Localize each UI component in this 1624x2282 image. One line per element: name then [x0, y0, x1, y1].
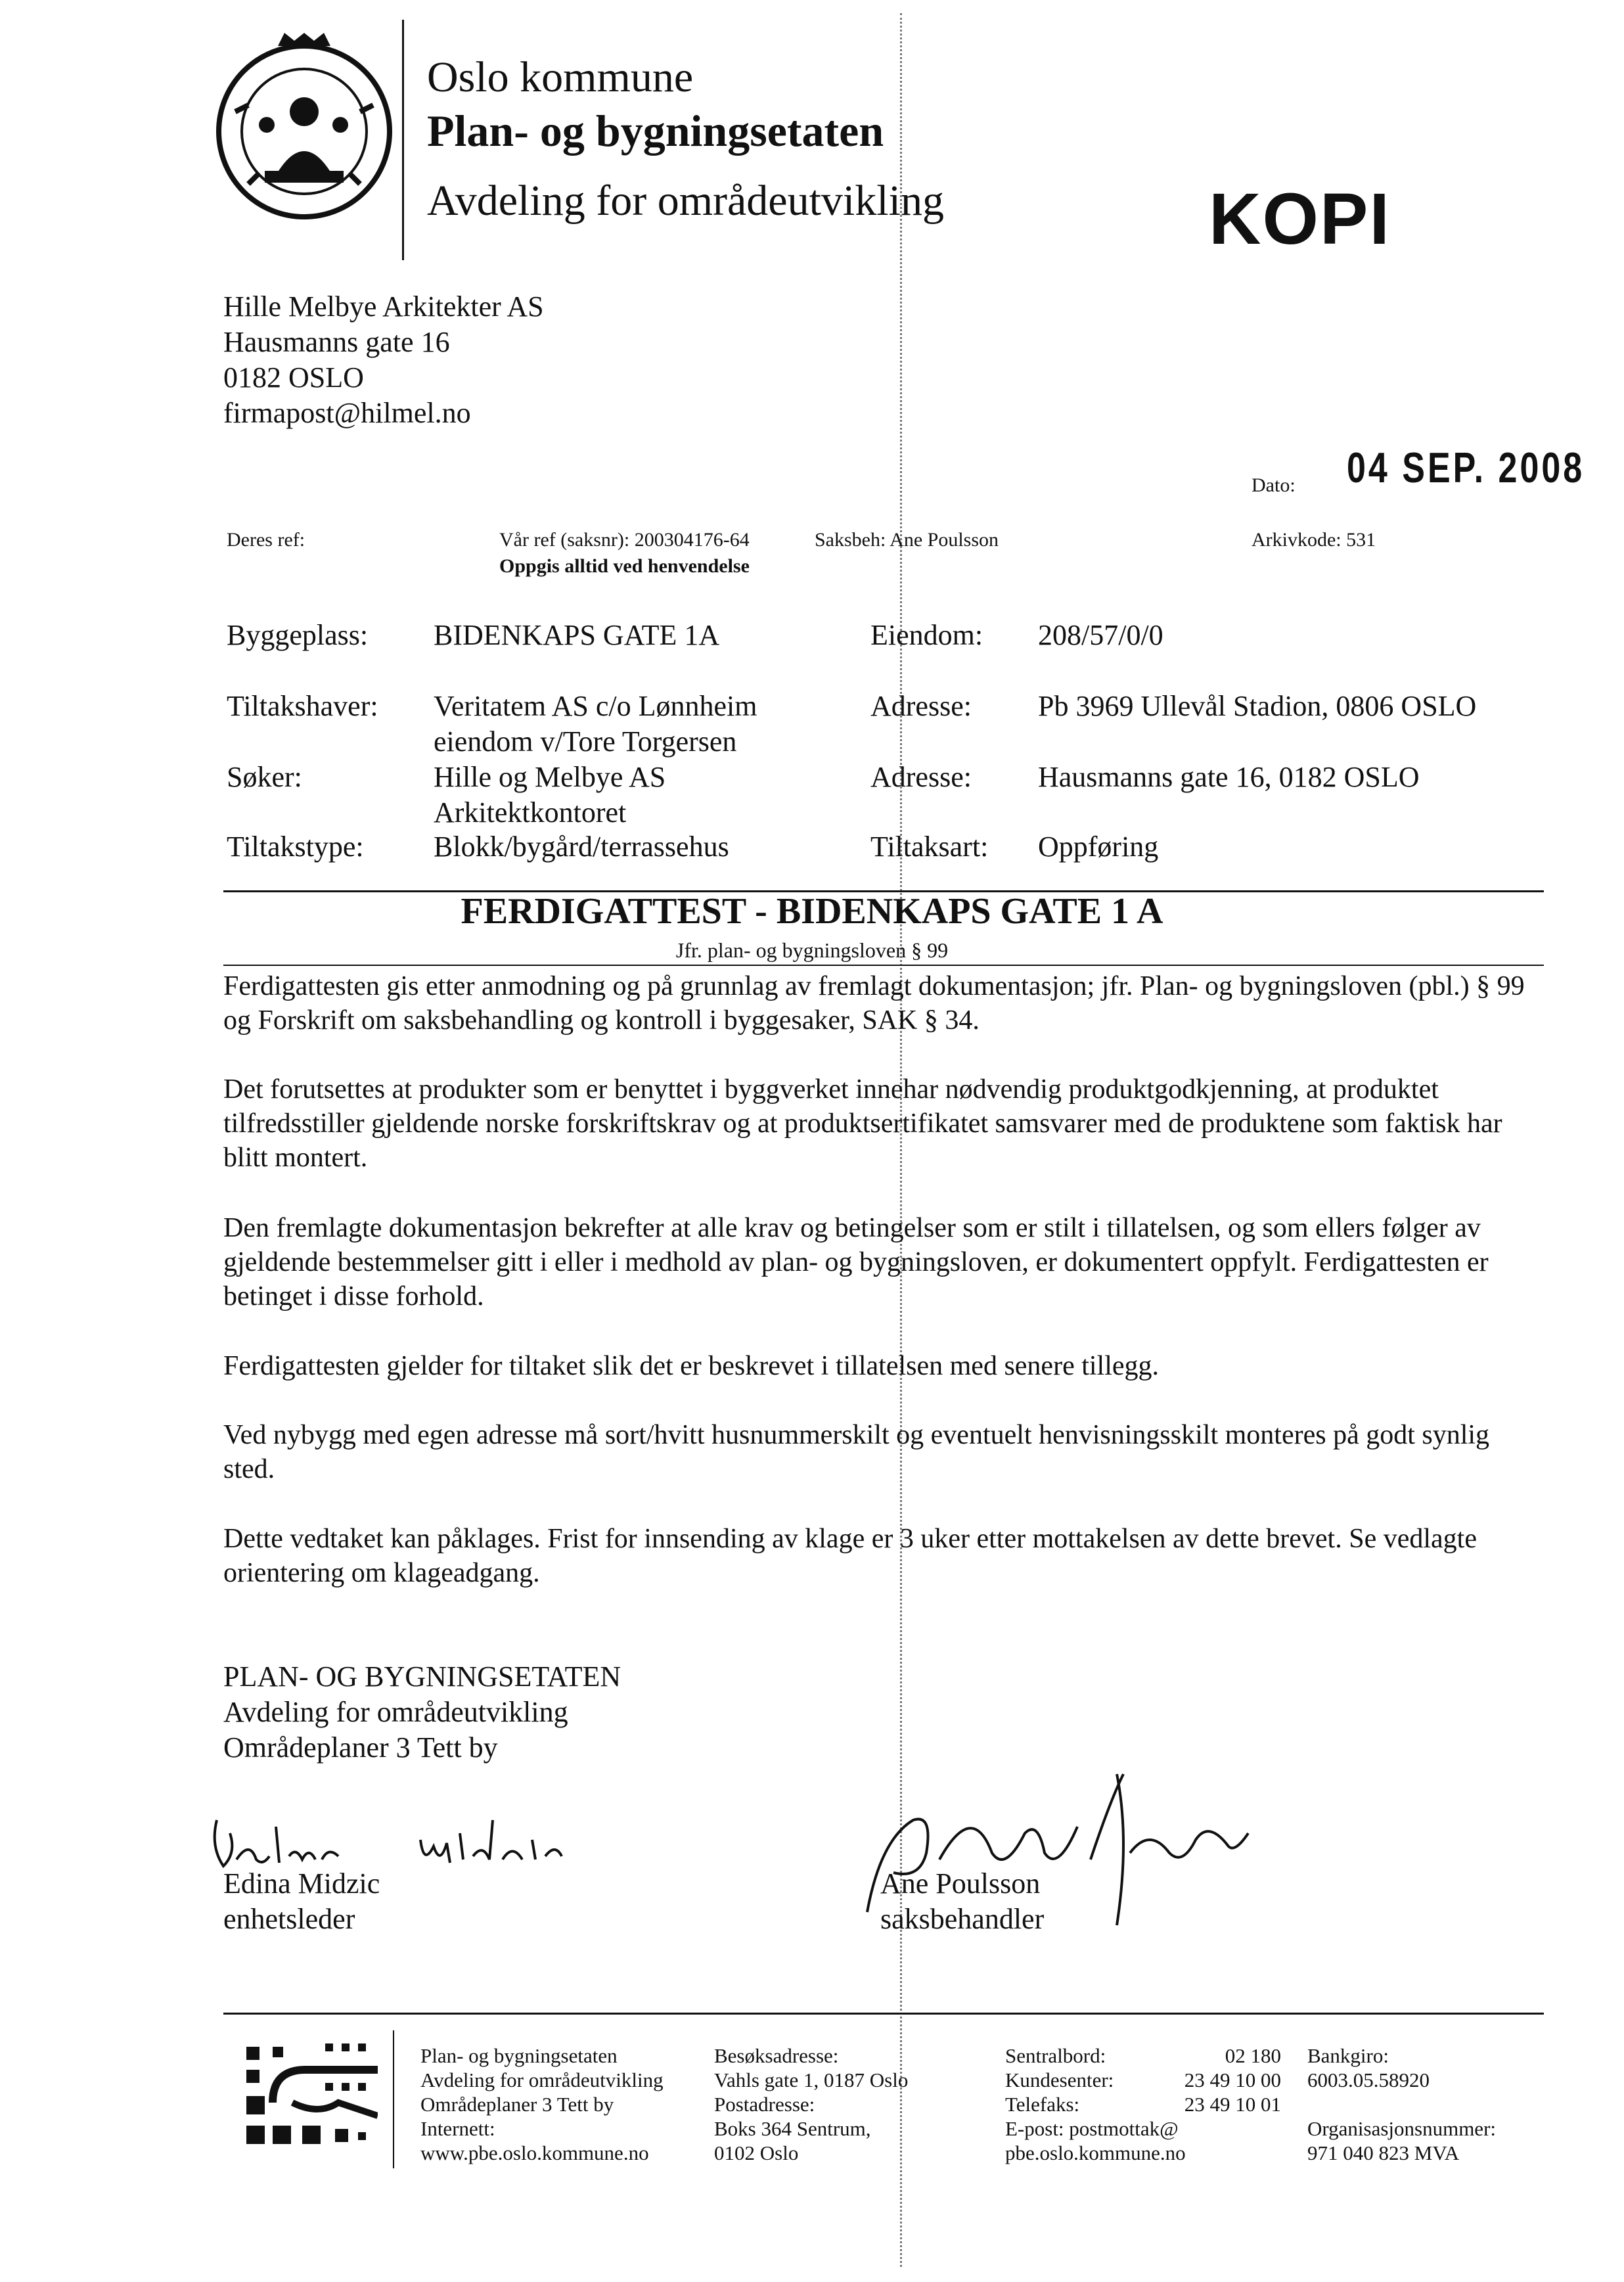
signer2-role: saksbehandler [880, 1903, 1045, 1935]
soker-value-1: Hille og Melbye AS [434, 761, 666, 793]
footer-divider [393, 2030, 394, 2168]
eiendom-value: 208/57/0/0 [1038, 619, 1163, 651]
adresse-value-2: Hausmanns gate 16, 0182 OSLO [1038, 761, 1420, 793]
footer-addr-2: Vahls gate 1, 0187 Oslo [714, 2068, 909, 2091]
footer-rule [223, 2013, 1544, 2015]
footer-org-3: Områdeplaner 3 Tett by [420, 2093, 614, 2116]
document-subtitle: Jfr. plan- og bygningsloven § 99 [675, 938, 949, 962]
footer-contact-label-1: Sentralbord: [1005, 2044, 1106, 2067]
signoff-unit: Områdeplaner 3 Tett by [223, 1731, 498, 1764]
paragraph-3: Den fremlagte dokumentasjon bekrefter at alle krav og betingelser som er stilt i tillatelsen, og som ellers følger av gjeldende bestemmelser gitt i eller i medhold av plan- og bygningsloven, er dokumentert oppfylt. Ferdigattesten er betinget i disse forhold. [223, 1213, 1489, 1312]
footer-contact-label-2: Kundesenter: [1005, 2068, 1114, 2091]
tiltaksart-value: Oppføring [1038, 831, 1159, 863]
footer-addr-4: Boks 364 Sentrum, [714, 2117, 871, 2140]
footer-contact-label-3: Telefaks: [1005, 2093, 1080, 2116]
agency-name: Plan- og bygningsetaten [427, 106, 884, 156]
org-name: Oslo kommune [427, 53, 694, 101]
paragraph-1: Ferdigattesten gis etter anmodning og på grunnlag av fremlagt dokumentasjon; jfr. Plan- og bygningsloven (pbl.) § 99 og Forskrift om saksbehandling og kontroll i byggesaker, SAK § 34. [223, 971, 1525, 1036]
oslo-seal-icon [209, 33, 399, 223]
signer1-role: enhetsleder [223, 1903, 355, 1935]
tiltaksart-label: Tiltaksart: [870, 831, 989, 863]
footer-org-2: Avdeling for områdeutvikling [420, 2068, 664, 2091]
footer-addr-1: Besøksadresse: [714, 2044, 839, 2067]
paragraph-2: Det forutsettes at produkter som er benyttet i byggverket innehar nødvendig produktgodkjenning, at produktet tilfredsstiller gjeldende norske forskriftskrav og at produktsertifikatet samsvarer med de produktene som faktisk har blitt montert. [223, 1074, 1502, 1173]
footer-email-1[interactable]: E-post: postmottak@ [1005, 2117, 1179, 2140]
recipient-city: 0182 OSLO [223, 361, 364, 394]
footer-col-bank [1307, 2043, 1496, 2165]
footer-bank-5: 971 040 823 MVA [1307, 2141, 1460, 2164]
footer-email-2[interactable]: pbe.oslo.kommune.no [1005, 2141, 1186, 2164]
date-stamp: 04 SEP. 2008 [1347, 444, 1585, 492]
signoff-org: PLAN- OG BYGNINGSETATEN [223, 1660, 621, 1693]
tiltakshaver-label: Tiltakshaver: [227, 690, 378, 722]
recipient-street: Hausmanns gate 16 [223, 326, 450, 358]
var-ref-note: Oppgis alltid ved henvendelse [499, 555, 750, 577]
adresse-label-1: Adresse: [870, 690, 972, 722]
footer-bank-2: 6003.05.58920 [1307, 2068, 1430, 2091]
signoff-department: Avdeling for områdeutvikling [223, 1696, 568, 1728]
byggeplass-value: BIDENKAPS GATE 1A [434, 619, 720, 651]
eiendom-label: Eiendom: [870, 619, 983, 651]
tiltakstype-label: Tiltakstype: [227, 831, 364, 863]
arkivkode: Arkivkode: 531 [1252, 529, 1376, 551]
footer-bank-3 [1307, 2092, 1496, 2116]
pbe-logo-icon [246, 2043, 378, 2162]
footer-col-address [714, 2043, 908, 2165]
document-title: FERDIGATTEST - BIDENKAPS GATE 1 A [461, 891, 1163, 932]
footer-col-org [420, 2043, 664, 2165]
byggeplass-label: Byggeplass: [227, 619, 369, 651]
footer-contact-value-3: 23 49 10 01 [1184, 2093, 1281, 2116]
soker-value-2: Arkitektkontoret [434, 796, 627, 829]
footer-website[interactable]: www.pbe.oslo.kommune.no [420, 2141, 649, 2164]
saksbehandler-ref: Saksbeh: Ane Poulsson [815, 529, 999, 551]
adresse-label-2: Adresse: [870, 761, 972, 793]
deres-ref-label: Deres ref: [227, 529, 305, 551]
footer-bank-1: Bankgiro: [1307, 2044, 1389, 2067]
footer-contact-value-1: 02 180 [1225, 2044, 1281, 2067]
tiltakshaver-value-1: Veritatem AS c/o Lønnheim [434, 690, 757, 722]
recipient-address [223, 289, 544, 431]
signer2-name: Ane Poulsson [880, 1867, 1041, 1900]
recipient-email: firmapost@hilmel.no [223, 397, 471, 429]
title-rule-bottom [223, 965, 1544, 966]
paragraph-6: Dette vedtaket kan påklages. Frist for innsending av klage er 3 uker etter mottakelsen av dette brevet. Se vedlagte orientering om klageadgang. [223, 1524, 1477, 1588]
footer-col-contact-values [1143, 2043, 1281, 2116]
footer-contact-value-2: 23 49 10 00 [1184, 2068, 1281, 2091]
copy-stamp: KOPI [1209, 179, 1391, 260]
adresse-value-1: Pb 3969 Ullevål Stadion, 0806 OSLO [1038, 690, 1477, 722]
soker-label: Søker: [227, 761, 302, 793]
signer1-name: Edina Midzic [223, 1867, 380, 1900]
paragraph-4: Ferdigattesten gjelder for tiltaket slik det er beskrevet i tillatelsen med senere tillegg. [223, 1351, 1160, 1381]
paragraph-5: Ved nybygg med egen adresse må sort/hvitt husnummerskilt og eventuelt henvisningsskilt monteres på godt synlig sted. [223, 1420, 1490, 1484]
tiltakshaver-value-2: eiendom v/Tore Torgersen [434, 725, 737, 758]
footer-bank-4: Organisasjonsnummer: [1307, 2117, 1497, 2140]
recipient-name: Hille Melbye Arkitekter AS [223, 290, 544, 323]
footer-org-4: Internett: [420, 2117, 495, 2140]
var-ref: Vår ref (saksnr): 200304176-64 [499, 529, 750, 551]
footer-org-1: Plan- og bygningsetaten [420, 2044, 618, 2067]
letterhead-divider [402, 20, 404, 260]
footer-addr-3: Postadresse: [714, 2093, 815, 2116]
department-name: Avdeling for områdeutvikling [427, 177, 944, 225]
tiltakstype-value: Blokk/bygård/terrassehus [434, 831, 729, 863]
footer-addr-5: 0102 Oslo [714, 2141, 799, 2164]
date-label: Dato: [1252, 474, 1296, 496]
